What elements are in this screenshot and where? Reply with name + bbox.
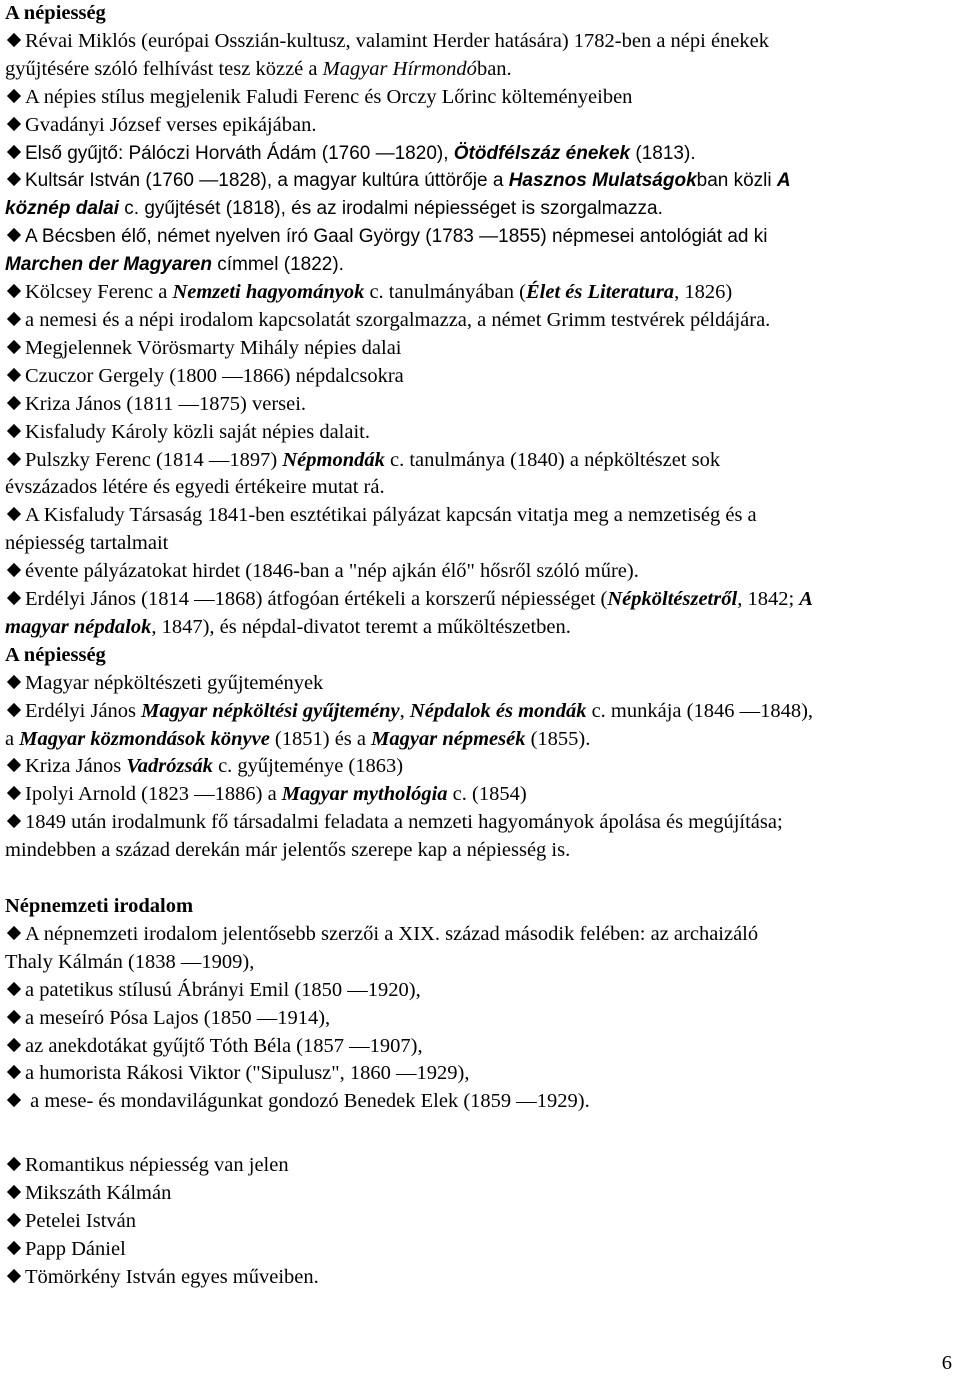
diamond-bullet-icon xyxy=(7,284,21,298)
diamond-bullet-icon xyxy=(7,563,21,577)
spacer xyxy=(5,865,955,893)
diamond-bullet-icon xyxy=(7,1157,21,1171)
list-item: Megjelennek Vörösmarty Mihály népies dalai xyxy=(5,335,955,363)
list-item: Erdélyi János Magyar népköltési gyűjtemény, Népdalok és mondák c. munkája (1846 —1848), xyxy=(5,698,955,726)
list-item-continuation: Thaly Kálmán (1838 —1909), xyxy=(5,950,255,973)
diamond-bullet-icon xyxy=(7,926,21,940)
diamond-bullet-icon xyxy=(7,451,21,465)
list-item: Kriza János (1811 —1875) versei. xyxy=(5,391,955,419)
list-item: Első gyűjtő: Pálóczi Horváth Ádám (1760 —1820), Ötödfélszáz énekek (1813). xyxy=(5,140,955,168)
diamond-bullet-icon xyxy=(7,1213,21,1227)
list-item: Pulszky Ferenc (1814 —1897) Népmondák c. tanulmánya (1840) a népköltészet sok xyxy=(5,447,955,475)
diamond-bullet-icon xyxy=(7,591,21,605)
diamond-bullet-icon xyxy=(7,340,21,354)
list-item: a humorista Rákosi Viktor ("Sipulusz", 1860 —1929), xyxy=(5,1060,955,1088)
list-item-continuation: a Magyar közmondások könyve (1851) és a Magyar népmesék (1855). xyxy=(5,727,591,750)
diamond-bullet-icon xyxy=(7,117,21,131)
diamond-bullet-icon xyxy=(7,758,21,772)
list-item: Papp Dániel xyxy=(5,1236,955,1264)
list-item: 1849 után irodalmunk fő társadalmi feladata a nemzeti hagyományok ápolása és megújítása; xyxy=(5,809,955,837)
list-item-continuation: köznép dalai c. gyűjtését (1818), és az irodalmi népiességet is szorgalmazza. xyxy=(5,198,663,220)
list-item: a patetikus stílusú Ábrányi Emil (1850 —1920), xyxy=(5,977,955,1005)
diamond-bullet-icon xyxy=(7,1185,21,1199)
diamond-bullet-icon xyxy=(7,228,21,242)
list-item: a nemesi és a népi irodalom kapcsolatát szorgalmazza, a német Grimm testvérek példájára. xyxy=(5,307,955,335)
list-item: Romantikus népiesség van jelen xyxy=(5,1152,955,1180)
diamond-bullet-icon xyxy=(7,703,21,717)
list-item: Petelei István xyxy=(5,1208,955,1236)
list-item-continuation: gyűjtésére szóló felhívást tesz közzé a Magyar Hírmondóban. xyxy=(5,57,512,80)
list-item: Mikszáth Kálmán xyxy=(5,1180,955,1208)
diamond-bullet-icon xyxy=(7,1241,21,1255)
list-item: A népnemzeti irodalom jelentősebb szerzői a XIX. század második felében: az archaizáló xyxy=(5,921,955,949)
diamond-bullet-icon xyxy=(7,507,21,521)
list-item: Gvadányi József verses epikájában. xyxy=(5,112,955,140)
list-item: A népies stílus megjelenik Faludi Ferenc és Orczy Lőrinc költeményeiben xyxy=(5,84,955,112)
diamond-bullet-icon xyxy=(7,172,21,186)
diamond-bullet-icon xyxy=(7,814,21,828)
diamond-bullet-icon xyxy=(7,33,21,47)
list-item: Révai Miklós (európai Osszián-kultusz, valamint Herder hatására) 1782-ben a népi énekek xyxy=(5,28,955,56)
list-item: az anekdotákat gyűjtő Tóth Béla (1857 —1907), xyxy=(5,1033,955,1061)
list-item: Kölcsey Ferenc a Nemzeti hagyományok c. tanulmányában (Élet és Literatura, 1826) xyxy=(5,279,955,307)
list-item: Czuczor Gergely (1800 —1866) népdalcsokra xyxy=(5,363,955,391)
list-item-continuation: Marchen der Magyaren címmel (1822). xyxy=(5,254,344,276)
diamond-bullet-icon xyxy=(7,1093,21,1107)
section-heading-nepiesseg-2: A népiesség xyxy=(5,643,106,666)
list-item: évente pályázatokat hirdet (1846-ban a "nép ajkán élő" hősről szóló műre). xyxy=(5,558,955,586)
list-item-continuation: magyar népdalok, 1847), és népdal-divatot teremt a műköltészetben. xyxy=(5,615,571,638)
diamond-bullet-icon xyxy=(7,89,21,103)
document-body xyxy=(5,0,955,1292)
diamond-bullet-icon xyxy=(7,675,21,689)
diamond-bullet-icon xyxy=(7,424,21,438)
spacer xyxy=(5,1144,955,1152)
list-item: A Bécsben élő, német nyelven író Gaal György (1783 —1855) népmesei antológiát ad ki xyxy=(5,223,955,251)
diamond-bullet-icon xyxy=(7,1065,21,1079)
list-item: Kisfaludy Károly közli saját népies dalait. xyxy=(5,419,955,447)
diamond-bullet-icon xyxy=(7,786,21,800)
list-item-continuation: népiesség tartalmait xyxy=(5,532,169,555)
list-item: Magyar népköltészeti gyűjtemények xyxy=(5,670,955,698)
list-item: Kriza János Vadrózsák c. gyűjteménye (1863) xyxy=(5,753,955,781)
diamond-bullet-icon xyxy=(7,144,21,158)
list-item: Erdélyi János (1814 —1868) átfogóan értékeli a korszerű népiességet (Népköltészetről, 1842; A xyxy=(5,586,955,614)
list-item: Tömörkény István egyes műveiben. xyxy=(5,1264,955,1292)
list-item: Ipolyi Arnold (1823 —1886) a Magyar mythológia c. (1854) xyxy=(5,781,955,809)
list-item: a mese- és mondavilágunkat gondozó Benedek Elek (1859 —1929). xyxy=(5,1088,955,1116)
diamond-bullet-icon xyxy=(7,1010,21,1024)
page-number: 6 xyxy=(941,1352,952,1374)
diamond-bullet-icon xyxy=(7,1037,21,1051)
list-item: A Kisfaludy Társaság 1841-ben esztétikai pályázat kapcsán vitatja meg a nemzetiség és a xyxy=(5,502,955,530)
spacer xyxy=(5,1116,955,1144)
diamond-bullet-icon xyxy=(7,312,21,326)
list-item-continuation: évszázados létére és egyedi értékeire mutat rá. xyxy=(5,476,385,499)
list-item: a meseíró Pósa Lajos (1850 —1914), xyxy=(5,1005,955,1033)
diamond-bullet-icon xyxy=(7,982,21,996)
section-heading-nepiesseg: A népiesség xyxy=(5,2,106,24)
diamond-bullet-icon xyxy=(7,368,21,382)
diamond-bullet-icon xyxy=(7,1269,21,1283)
list-item: Kultsár István (1760 —1828), a magyar kultúra úttörője a Hasznos Mulatságokban közli A xyxy=(5,167,955,195)
diamond-bullet-icon xyxy=(7,396,21,410)
list-item-continuation: mindebben a század derekán már jelentős szerepe kap a népiesség is. xyxy=(5,839,571,862)
section-heading-nepnemzeti: Népnemzeti irodalom xyxy=(5,894,194,917)
